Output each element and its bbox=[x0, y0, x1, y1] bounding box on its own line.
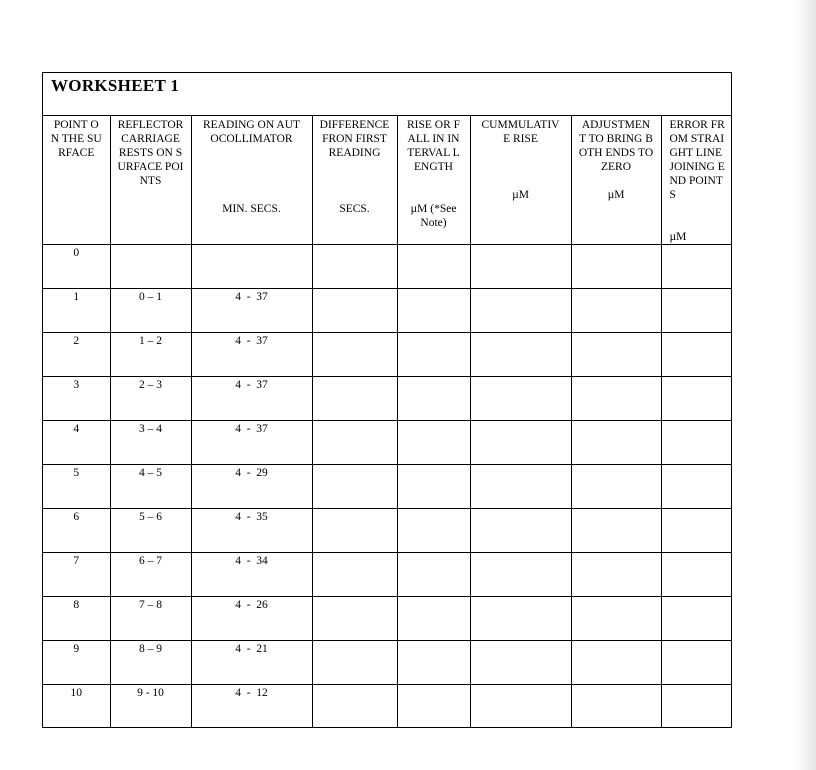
rise-fall-cell bbox=[397, 508, 470, 552]
cumulative-cell bbox=[470, 464, 571, 508]
adjustment-cell bbox=[571, 420, 661, 464]
header-adjustment: ADJUSTMENT TO BRING BOTH ENDS TO ZERO µM bbox=[571, 116, 661, 244]
cumulative-cell bbox=[470, 244, 571, 288]
cumulative-cell bbox=[470, 332, 571, 376]
adjustment-cell bbox=[571, 464, 661, 508]
cumulative-cell bbox=[470, 288, 571, 332]
rise-fall-cell bbox=[397, 288, 470, 332]
error-cell bbox=[661, 508, 731, 552]
adjustment-cell bbox=[571, 640, 661, 684]
error-cell bbox=[661, 552, 731, 596]
cumulative-cell bbox=[470, 552, 571, 596]
worksheet bbox=[42, 72, 732, 728]
adjustment-cell bbox=[571, 244, 661, 288]
error-cell bbox=[661, 288, 731, 332]
adjustment-cell bbox=[571, 332, 661, 376]
carriage-cell: 6 – 7 bbox=[110, 552, 191, 596]
reading-cell: 4 - 37 bbox=[191, 332, 312, 376]
point-cell: 5 bbox=[43, 464, 110, 508]
reading-cell: 4 - 37 bbox=[191, 420, 312, 464]
reading-cell: 4 - 37 bbox=[191, 376, 312, 420]
rise-fall-cell bbox=[397, 464, 470, 508]
reading-cell: 4 - 21 bbox=[191, 640, 312, 684]
rise-fall-cell bbox=[397, 552, 470, 596]
rise-fall-cell bbox=[397, 332, 470, 376]
header-error: ERROR FROM STRAIGHT LINE JOINING END POINTS µM bbox=[661, 116, 731, 244]
adjustment-cell bbox=[571, 684, 661, 727]
carriage-cell: 5 – 6 bbox=[110, 508, 191, 552]
error-cell bbox=[661, 420, 731, 464]
worksheet-table bbox=[43, 116, 731, 727]
header-rise-fall: RISE OR FALL IN INTERVAL LENGTH µM (*See Note) bbox=[397, 116, 470, 244]
worksheet-title: WORKSHEET 1 bbox=[51, 76, 180, 95]
difference-cell bbox=[312, 508, 397, 552]
header-reading-unit: MIN. SECS. bbox=[222, 203, 281, 215]
reading-cell: 4 - 29 bbox=[191, 464, 312, 508]
cumulative-cell bbox=[470, 508, 571, 552]
point-cell: 9 bbox=[43, 640, 110, 684]
rise-fall-cell bbox=[397, 684, 470, 727]
header-adjustment-unit: µM bbox=[607, 189, 625, 201]
rise-fall-cell bbox=[397, 376, 470, 420]
table-row bbox=[43, 464, 731, 508]
rise-fall-cell bbox=[397, 596, 470, 640]
table-row bbox=[43, 376, 731, 420]
cumulative-cell bbox=[470, 596, 571, 640]
adjustment-cell bbox=[571, 508, 661, 552]
difference-cell bbox=[312, 332, 397, 376]
adjustment-cell bbox=[571, 288, 661, 332]
error-cell bbox=[661, 376, 731, 420]
reading-cell bbox=[191, 244, 312, 288]
point-cell: 0 bbox=[43, 244, 110, 288]
carriage-cell: 1 – 2 bbox=[110, 332, 191, 376]
reading-cell: 4 - 34 bbox=[191, 552, 312, 596]
error-cell bbox=[661, 596, 731, 640]
cumulative-cell bbox=[470, 640, 571, 684]
table-row bbox=[43, 420, 731, 464]
reading-cell: 4 - 26 bbox=[191, 596, 312, 640]
error-cell bbox=[661, 244, 731, 288]
table-row bbox=[43, 596, 731, 640]
cumulative-cell bbox=[470, 376, 571, 420]
point-cell: 8 bbox=[43, 596, 110, 640]
table-row bbox=[43, 552, 731, 596]
point-cell: 6 bbox=[43, 508, 110, 552]
cumulative-cell bbox=[470, 420, 571, 464]
table-row bbox=[43, 508, 731, 552]
error-cell bbox=[661, 640, 731, 684]
point-cell: 3 bbox=[43, 376, 110, 420]
table-row bbox=[43, 244, 731, 288]
point-cell: 4 bbox=[43, 420, 110, 464]
error-cell bbox=[661, 464, 731, 508]
header-rise-fall-unit: µM (*See Note) bbox=[410, 203, 457, 229]
difference-cell bbox=[312, 684, 397, 727]
header-error-unit: µM bbox=[669, 231, 687, 243]
header-cumulative: CUMMULATIVE RISE µM bbox=[470, 116, 571, 244]
adjustment-cell bbox=[571, 596, 661, 640]
table-row bbox=[43, 288, 731, 332]
carriage-cell: 3 – 4 bbox=[110, 420, 191, 464]
header-row bbox=[43, 116, 731, 244]
difference-cell bbox=[312, 464, 397, 508]
header-point: POINT ON THE SURFACE bbox=[43, 116, 110, 244]
header-difference: DIFFERENCE FRON FIRST READING SECS. bbox=[312, 116, 397, 244]
reading-cell: 4 - 37 bbox=[191, 288, 312, 332]
carriage-cell: 4 – 5 bbox=[110, 464, 191, 508]
difference-cell bbox=[312, 552, 397, 596]
reading-cell: 4 - 35 bbox=[191, 508, 312, 552]
page-edge-shadow bbox=[794, 0, 816, 770]
point-cell: 7 bbox=[43, 552, 110, 596]
reading-cell: 4 - 12 bbox=[191, 684, 312, 727]
rise-fall-cell bbox=[397, 244, 470, 288]
difference-cell bbox=[312, 640, 397, 684]
rise-fall-cell bbox=[397, 640, 470, 684]
cumulative-cell bbox=[470, 684, 571, 727]
header-reading: READING ON AUTOCOLLIMATOR MIN. SECS. bbox=[191, 116, 312, 244]
carriage-cell: 7 – 8 bbox=[110, 596, 191, 640]
point-cell: 1 bbox=[43, 288, 110, 332]
header-carriage: REFLECTOR CARRIAGE RESTS ON SURFACE POINTS bbox=[110, 116, 191, 244]
difference-cell bbox=[312, 420, 397, 464]
table-row bbox=[43, 332, 731, 376]
carriage-cell: 8 – 9 bbox=[110, 640, 191, 684]
difference-cell bbox=[312, 244, 397, 288]
header-cumulative-unit: µM bbox=[512, 189, 529, 201]
table-row bbox=[43, 640, 731, 684]
point-cell: 2 bbox=[43, 332, 110, 376]
adjustment-cell bbox=[571, 376, 661, 420]
difference-cell bbox=[312, 288, 397, 332]
table-row bbox=[43, 684, 731, 727]
difference-cell bbox=[312, 596, 397, 640]
title-row bbox=[43, 73, 731, 116]
carriage-cell bbox=[110, 244, 191, 288]
adjustment-cell bbox=[571, 552, 661, 596]
difference-cell bbox=[312, 376, 397, 420]
carriage-cell: 0 – 1 bbox=[110, 288, 191, 332]
error-cell bbox=[661, 684, 731, 727]
error-cell bbox=[661, 332, 731, 376]
rise-fall-cell bbox=[397, 420, 470, 464]
carriage-cell: 9 - 10 bbox=[110, 684, 191, 727]
header-difference-unit: SECS. bbox=[339, 203, 370, 215]
point-cell: 10 bbox=[43, 684, 110, 727]
carriage-cell: 2 – 3 bbox=[110, 376, 191, 420]
